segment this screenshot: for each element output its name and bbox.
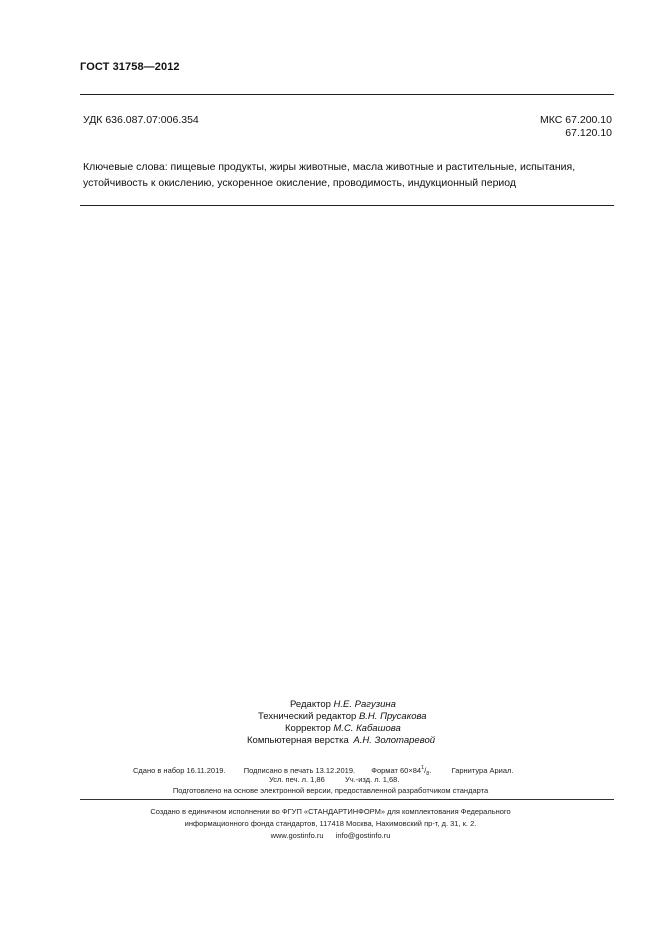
- credit-editor: Редактор Н.Е. Рагузина: [290, 699, 396, 710]
- credit-layout: Компьютерная верстка А.Н. Золотаревой: [247, 735, 436, 746]
- mks-code-line2: 67.120.10: [565, 127, 612, 139]
- corrector-name: М.С. Кабашова: [333, 723, 401, 734]
- bottom-rule: [80, 799, 614, 800]
- top-rule: [80, 94, 614, 95]
- document-code: ГОСТ 31758—2012: [80, 61, 180, 73]
- udk-code: УДК 636.087.07:006.354: [83, 114, 199, 126]
- print-sheets: Усл. печ. л. 1,86: [269, 775, 325, 784]
- keywords-block: [83, 159, 615, 191]
- footer-line2: информационного фонда стандартов, 117418 Москва, Нахимовский пр-т, д. 31, к. 2.: [184, 819, 477, 828]
- mks-codes: [540, 114, 612, 140]
- footer-line1: Создано в единичном исполнении во ФГУП «СТАНДАРТИНФОРМ» для комплектования Федерального: [150, 807, 511, 816]
- publication-row2: [269, 774, 399, 785]
- keywords-line2: устойчивость к окислению, ускоренное окисление, проводимость, индукционный период: [83, 177, 517, 189]
- publication-prepared: Подготовлено на основе электронной версии, предоставленной разработчиком стандарта: [172, 786, 489, 795]
- credit-tech-editor: Технический редактор В.Н. Прусакова: [258, 711, 427, 722]
- tech-editor-name: В.Н. Прусакова: [358, 711, 427, 722]
- font-info: Гарнитура Ариал.: [451, 766, 514, 775]
- footer-contacts: [0, 830, 661, 842]
- layout-name: А.Н. Золотаревой: [353, 735, 436, 746]
- email-link[interactable]: info@gostinfo.ru: [335, 831, 391, 840]
- keywords-rule: [80, 205, 614, 206]
- website-link[interactable]: www.gostinfo.ru: [270, 831, 324, 840]
- editor-name: Н.Е. Рагузина: [333, 699, 396, 710]
- mks-code-line1: МКС 67.200.10: [540, 114, 612, 126]
- keywords-line1: Ключевые слова: пищевые продукты, жиры животные, масла животные и растительные, испытания,: [83, 161, 576, 173]
- footer-block: [0, 806, 661, 842]
- publisher-sheets: Уч.-изд. л. 1,68.: [344, 775, 400, 784]
- format-info: Формат $60\times 84^1/_8$.: [371, 765, 432, 777]
- sent-to-set: Сдано в набор 16.11.2019.: [133, 766, 226, 775]
- signed-to-print: Подписано в печать 13.12.2019.: [243, 766, 356, 775]
- credit-corrector: Корректор М.С. Кабашова: [285, 723, 401, 734]
